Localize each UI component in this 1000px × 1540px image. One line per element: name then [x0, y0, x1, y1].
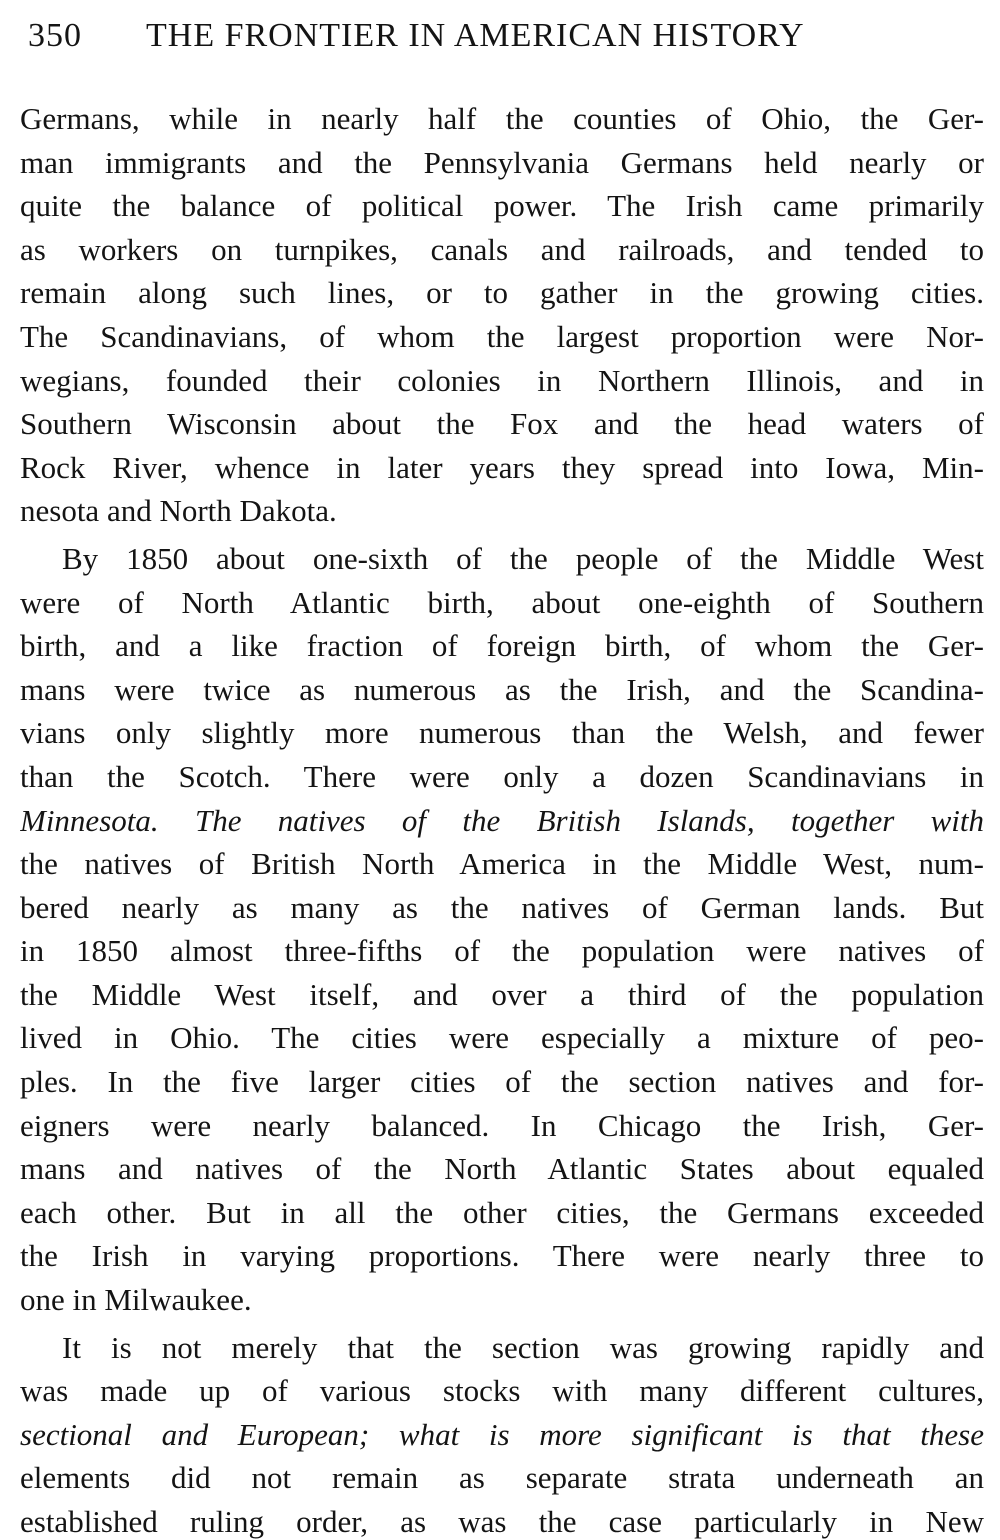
text-line: were of North Atlantic birth, about one-eighth of Southern: [20, 584, 984, 620]
text-line: wegians, founded their colonies in Northern Illinois, and in: [20, 362, 984, 398]
text-line: man immigrants and the Pennsylvania Germans held nearly or: [20, 144, 984, 180]
text-line: The Scandinavians, of whom the largest proportion were Nor-: [20, 318, 984, 354]
text-line: nesota and North Dakota.: [20, 493, 337, 529]
text-line: each other. But in all the other cities, the Germans exceeded: [20, 1194, 984, 1230]
text-line: lived in Ohio. The cities were especially a mixture of peo-: [20, 1020, 984, 1056]
text-line: Germans, while in nearly half the counties of Ohio, the Ger-: [20, 101, 984, 136]
text-line: quite the balance of political power. The Irish came primarily: [20, 188, 984, 224]
text-line: remain along such lines, or to gather in the growing cities.: [20, 275, 984, 311]
book-page: [20, 0, 984, 1540]
text-line: bered nearly as many as the natives of German lands. But: [20, 889, 984, 925]
text-line: one in Milwaukee.: [20, 1282, 252, 1318]
paragraph-2: [20, 537, 984, 1322]
text-line: elements did not remain as separate strata underneath an: [20, 1460, 984, 1496]
text-line: eigners were nearly balanced. In Chicago the Irish, Ger-: [20, 1107, 984, 1143]
text-line: mans and natives of the North Atlantic States about equaled: [20, 1151, 984, 1187]
text-line-italic: Minnesota. The natives of the British Islands, together with: [20, 802, 984, 838]
book-title: THE FRONTIER IN AMERICAN HISTORY: [146, 17, 805, 54]
text-line: It is not merely that the section was growing rapidly and: [62, 1329, 984, 1365]
text-line: the Middle West itself, and over a third of the population: [20, 976, 984, 1012]
text-line: vians only slightly more numerous than the Welsh, and fewer: [20, 715, 984, 751]
text-line: established ruling order, as was the case particularly in New: [20, 1504, 984, 1539]
text-line: Southern Wisconsin about the Fox and the head waters of: [20, 406, 984, 442]
paragraph-3: [20, 1326, 984, 1540]
text-line: was made up of various stocks with many different cultures,: [20, 1373, 984, 1409]
text-line: birth, and a like fraction of foreign birth, of whom the Ger-: [20, 628, 984, 664]
text-line: the Irish in varying proportions. There were nearly three to: [20, 1238, 984, 1274]
text-line: the natives of British North America in the Middle West, num-: [20, 846, 984, 882]
text-line: as workers on turnpikes, canals and railroads, and tended to: [20, 231, 984, 267]
running-head: [28, 14, 984, 58]
page-number: 350: [28, 17, 82, 54]
text-line-italic: sectional and European; what is more significant is that these: [20, 1416, 984, 1452]
text-line: than the Scotch. There were only a dozen Scandinavians in: [20, 758, 984, 794]
text-line: Rock River, whence in later years they spread into Iowa, Min-: [20, 449, 984, 485]
text-line: By 1850 about one-sixth of the people of the Middle West: [62, 540, 984, 576]
body-text: [20, 97, 984, 1540]
text-line: ples. In the five larger cities of the section natives and for-: [20, 1064, 984, 1100]
text-line: mans were twice as numerous as the Irish, and the Scandina-: [20, 671, 984, 707]
text-line: in 1850 almost three-fifths of the population were natives of: [20, 933, 984, 969]
paragraph-1: [20, 97, 984, 533]
